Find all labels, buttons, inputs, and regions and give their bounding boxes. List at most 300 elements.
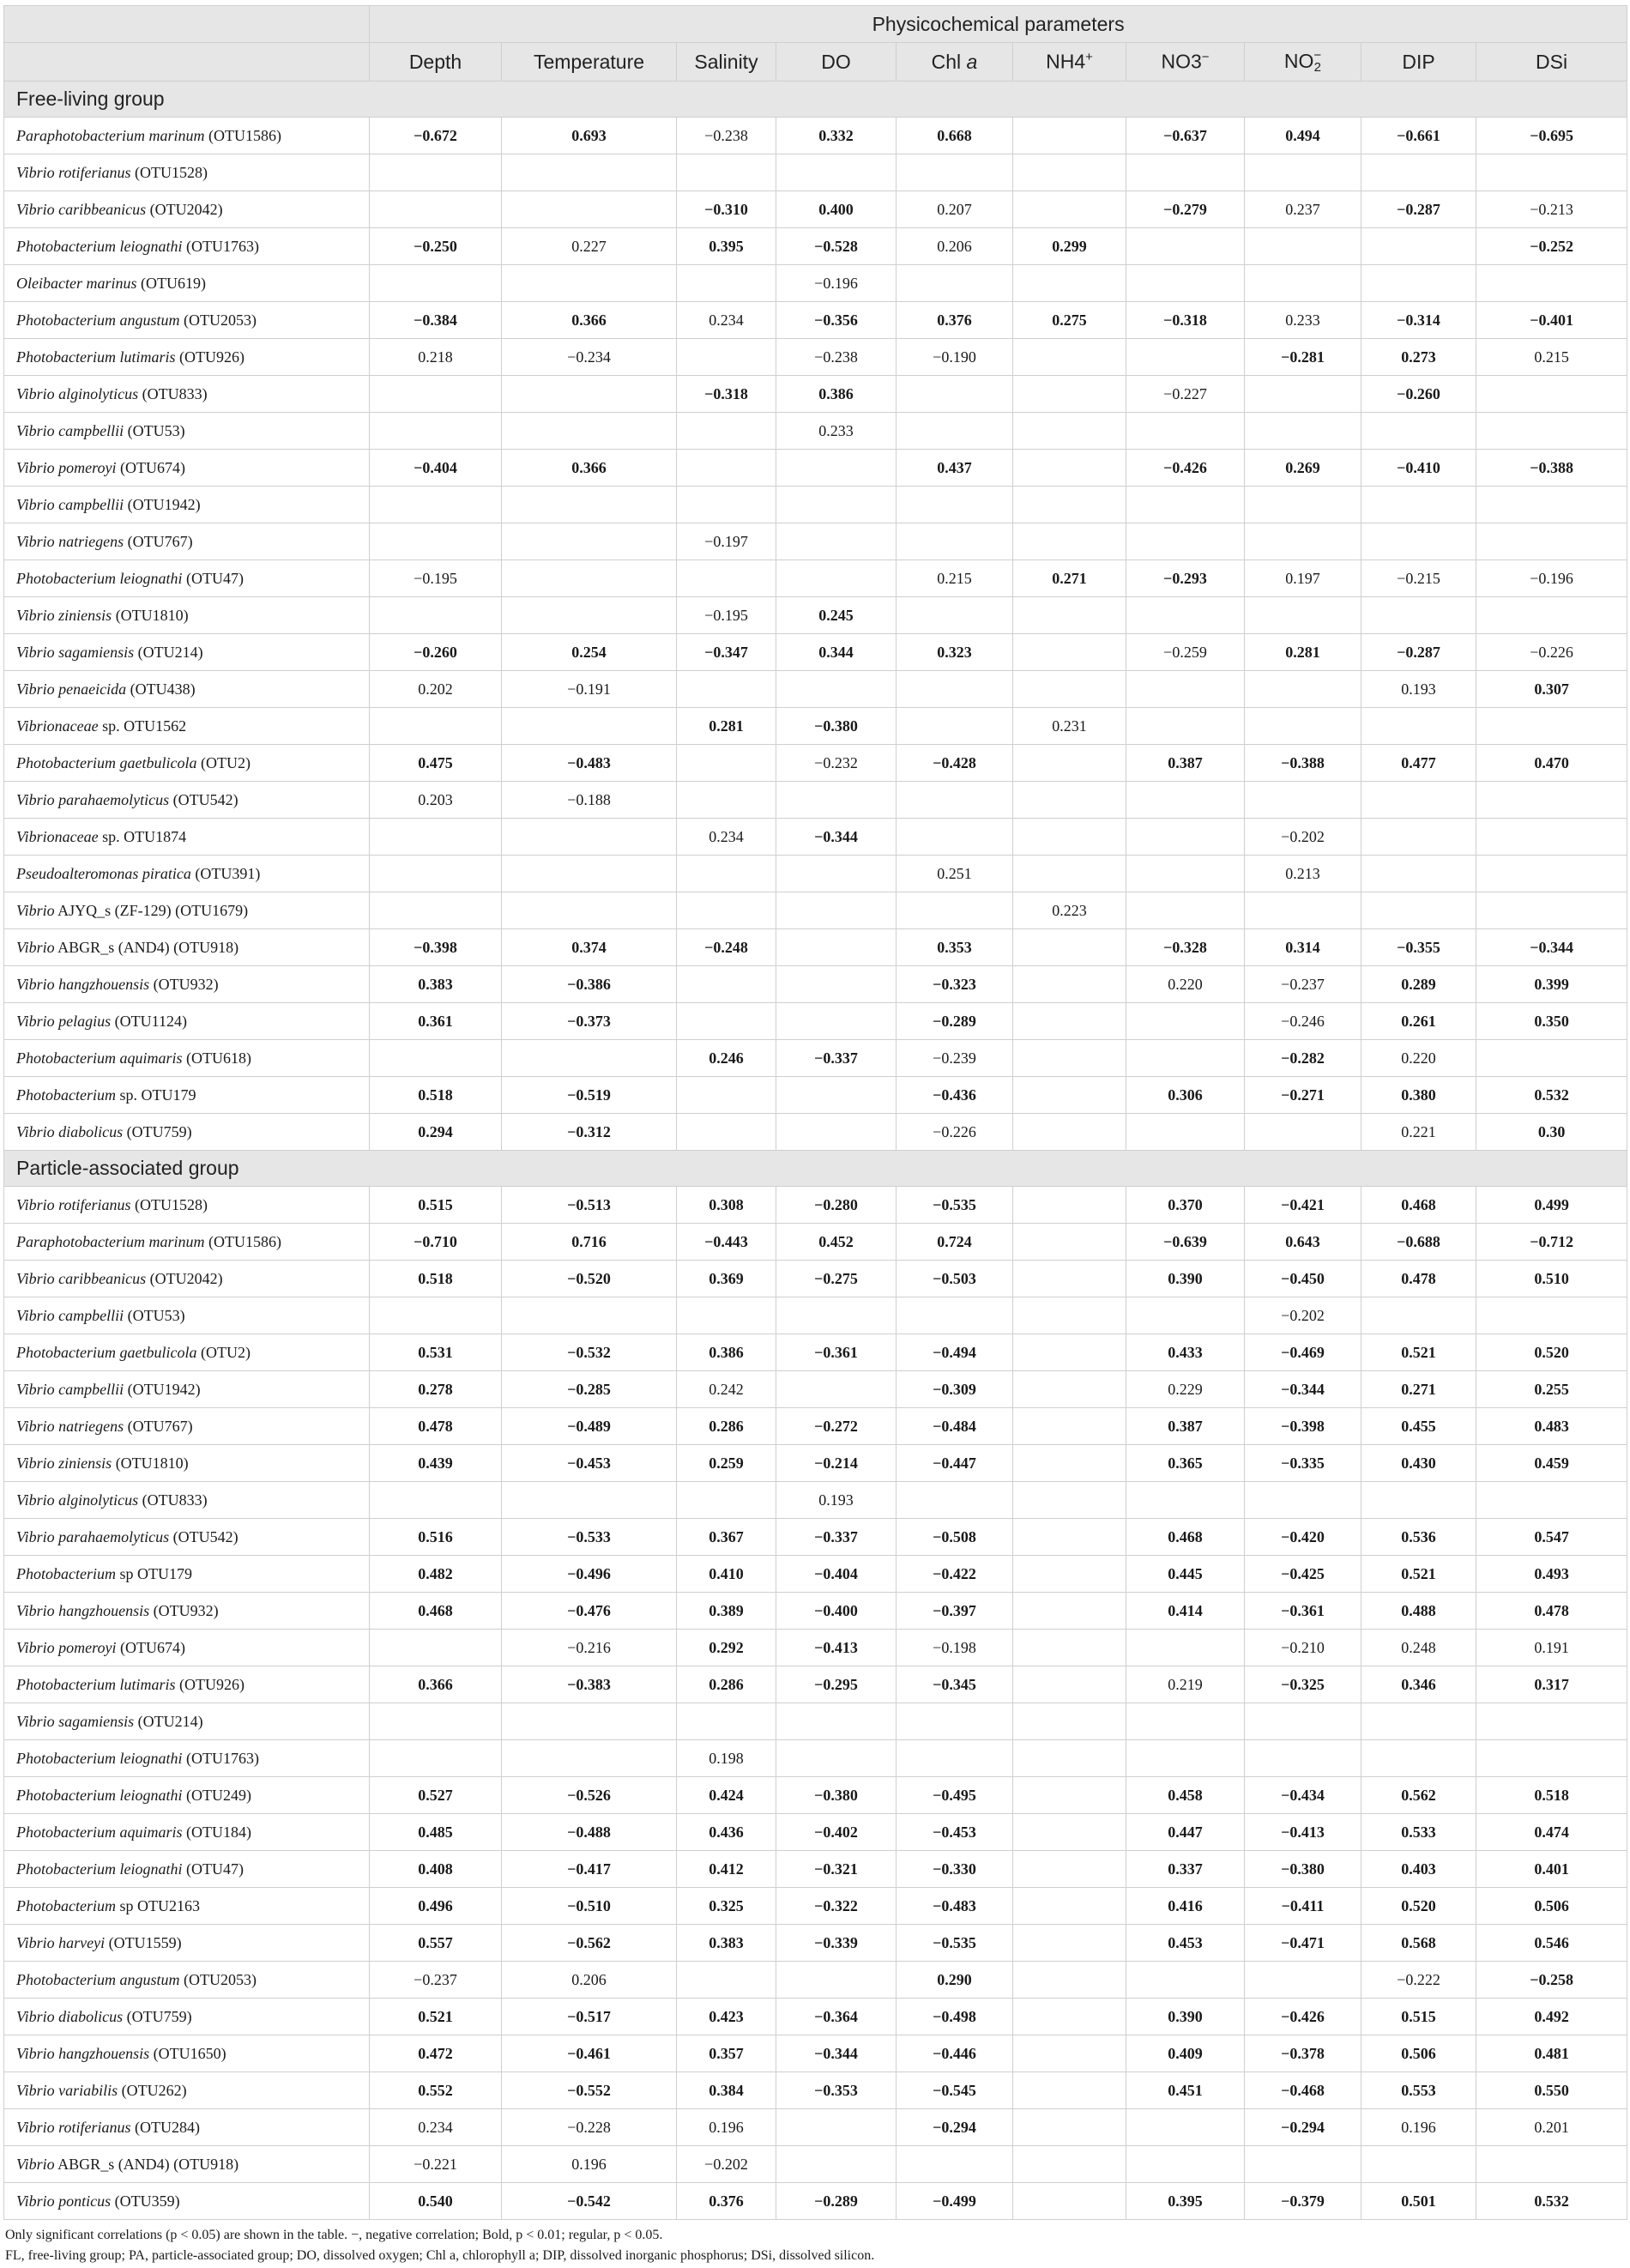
correlation-value [1013,2183,1126,2220]
correlation-value: −0.397 [896,1593,1013,1630]
correlation-value [776,782,896,819]
correlation-value [1126,856,1245,892]
correlation-value: 0.213 [1245,856,1361,892]
taxon-name: Photobacterium aquimaris [16,1823,183,1841]
correlation-value [1361,856,1476,892]
taxon-name: Vibrio campbellii [16,1306,124,1324]
correlation-value: 0.201 [1476,2109,1627,2146]
correlation-value: 0.237 [1245,191,1361,228]
taxon-name: Vibrio parahaemolyticus [16,1527,170,1545]
taxon-name-cell [4,1077,370,1114]
taxon-name: Vibrio variabilis [16,2081,118,2099]
otu-id: (OTU759) [126,2007,192,2025]
correlation-value: 0.366 [370,1666,502,1703]
column-header-label: Depth [408,50,462,73]
correlation-value [1013,856,1126,892]
correlation-value: 0.515 [370,1187,502,1224]
otu-id: (OTU618) [186,1049,251,1067]
taxon-name-cell [4,708,370,745]
taxon-name: Vibrio rotiferianus [16,163,131,181]
taxon-name-cell [4,597,370,634]
correlation-value [1013,2146,1126,2183]
correlation-value [677,1297,776,1334]
column-header [1245,43,1361,82]
table-row [4,376,1627,413]
taxon-suffix: sp OTU179 [115,1564,192,1582]
correlation-value: 0.668 [896,118,1013,154]
column-header [1126,43,1245,82]
otu-id: (OTU249) [185,1786,251,1804]
correlation-value [1245,154,1361,191]
correlation-value [1013,1814,1126,1851]
taxon-name-cell [4,560,370,597]
correlation-value [1476,1740,1627,1777]
otu-id: (OTU2053) [184,1970,257,1988]
correlation-value [776,1371,896,1408]
correlation-value [1013,1334,1126,1371]
column-header-label: DO [821,50,851,73]
correlation-value: 0.275 [1013,302,1126,339]
correlation-value: 0.290 [896,1962,1013,1999]
table-row [4,1593,1627,1630]
correlation-value [776,1297,896,1334]
correlation-value [1361,487,1476,523]
correlation-value [1013,376,1126,413]
otu-id: (OTU1763) [185,1749,259,1767]
correlation-value: 0.521 [1361,1334,1476,1371]
correlation-value [502,1740,677,1777]
correlation-value: 0.414 [1126,1593,1245,1630]
table-row [4,819,1627,856]
correlation-value [776,1003,896,1040]
correlation-value: 0.553 [1361,2072,1476,2109]
correlation-value [1476,1703,1627,1740]
correlation-value: 0.193 [776,1482,896,1519]
correlation-value [1476,413,1627,450]
correlation-value: 0.520 [1476,1334,1627,1371]
otu-id: (OTU926) [179,348,244,366]
correlation-value [370,265,502,302]
taxon-name: Vibrio ziniensis [16,606,112,624]
correlation-value [677,966,776,1003]
column-header [896,43,1013,82]
correlation-value: 0.251 [896,856,1013,892]
correlation-value [1013,1224,1126,1261]
correlation-value: −0.453 [502,1445,677,1482]
correlation-value: −0.661 [1361,118,1476,154]
correlation-value: −0.294 [1245,2109,1361,2146]
correlation-value: −0.330 [896,1851,1013,1888]
correlation-value [677,1114,776,1151]
correlation-value [1013,597,1126,634]
taxon-name-cell [4,1114,370,1151]
correlation-value [1245,487,1361,523]
otu-id: (OTU1810) [115,606,189,624]
correlation-value: 0.314 [1245,929,1361,966]
taxon-name: Vibrio penaeicida [16,680,127,698]
taxon-name-cell [4,1814,370,1851]
table-row [4,523,1627,560]
correlation-value: 0.474 [1476,1814,1627,1851]
column-header-label: NO3 [1161,50,1202,73]
table-row [4,413,1627,450]
correlation-value [1126,782,1245,819]
taxon-name-cell [4,376,370,413]
taxon-name: Photobacterium angustum [16,311,180,329]
correlation-value: 0.520 [1361,1888,1476,1925]
otu-id: (OTU767) [127,1417,193,1435]
correlation-value: −0.373 [502,1003,677,1040]
table-row [4,856,1627,892]
correlation-value: 0.215 [1476,339,1627,376]
correlation-value: −0.234 [502,339,677,376]
taxon-name: Vibrio caribbeanicus [16,1269,147,1287]
taxon-name: Vibrio sagamiensis [16,643,135,661]
correlation-value [1245,1703,1361,1740]
correlation-value: 0.350 [1476,1003,1627,1040]
correlation-value: 0.198 [677,1740,776,1777]
correlation-value: −0.202 [1245,819,1361,856]
table-row [4,1740,1627,1777]
correlation-value: −0.428 [896,745,1013,782]
correlation-value: −0.388 [1245,745,1361,782]
correlation-value: 0.478 [370,1408,502,1445]
correlation-value: −0.508 [896,1519,1013,1556]
correlation-value: −0.289 [896,1003,1013,1040]
correlation-value: 0.196 [1361,2109,1476,2146]
taxon-name-cell [4,228,370,265]
taxon-name: Photobacterium leiognathi [16,569,183,587]
correlation-value: 0.193 [1361,671,1476,708]
table-row [4,2035,1627,2072]
correlation-value: 0.531 [370,1334,502,1371]
taxon-name-cell [4,1925,370,1962]
taxon-name-cell [4,1851,370,1888]
correlation-value [1476,782,1627,819]
column-header-label: Temperature [533,50,645,73]
correlation-value: −0.542 [502,2183,677,2220]
taxon-name: Vibrio campbellii [16,1380,124,1398]
correlation-value [502,597,677,634]
correlation-table-container [3,5,1627,2266]
correlation-value: 0.367 [677,1519,776,1556]
correlation-value [1013,1187,1126,1224]
correlation-value: 0.196 [677,2109,776,2146]
correlation-value: 0.245 [776,597,896,634]
taxon-name: Photobacterium [16,1086,116,1104]
taxon-name: Vibrio alginolyticus [16,384,139,402]
correlation-value [1013,1261,1126,1297]
correlation-value: −0.250 [370,228,502,265]
correlation-value: −0.443 [677,1224,776,1261]
correlation-value: 0.412 [677,1851,776,1888]
correlation-value: −0.328 [1126,929,1245,966]
correlation-value: −0.410 [1361,450,1476,487]
correlation-value: 0.410 [677,1556,776,1593]
correlation-value [370,154,502,191]
correlation-value [1245,2146,1361,2183]
correlation-value [1013,1962,1126,1999]
taxon-name: Vibrio hangzhouensis [16,1601,150,1619]
correlation-value: 0.451 [1126,2072,1245,2109]
correlation-value [1013,191,1126,228]
correlation-value: 0.458 [1126,1777,1245,1814]
table-row [4,1297,1627,1334]
table-row [4,1482,1627,1519]
correlation-value: −0.436 [896,1077,1013,1114]
taxon-name: Vibrio harveyi [16,1933,106,1951]
taxon-name: Vibrio hangzhouensis [16,2044,150,2062]
table-row [4,118,1627,154]
table-row [4,1999,1627,2035]
table-row [4,671,1627,708]
taxon-name-cell [4,1888,370,1925]
taxon-name-cell [4,1003,370,1040]
correlation-value: −0.688 [1361,1224,1476,1261]
table-row [4,1851,1627,1888]
correlation-value: 0.286 [677,1408,776,1445]
correlation-value: 0.234 [677,302,776,339]
correlation-value: 0.361 [370,1003,502,1040]
correlation-value: 0.436 [677,1814,776,1851]
correlation-value: 0.234 [677,819,776,856]
taxon-name-cell [4,1593,370,1630]
correlation-value: 0.365 [1126,1445,1245,1482]
correlation-value: −0.216 [502,1630,677,1666]
correlation-value: −0.401 [1476,302,1627,339]
correlation-value: 0.533 [1361,1814,1476,1851]
correlation-value [896,523,1013,560]
correlation-value: 0.207 [896,191,1013,228]
taxon-suffix: sp OTU2163 [115,1896,200,1914]
correlation-value: −0.355 [1361,929,1476,966]
correlation-value: 0.477 [1361,745,1476,782]
correlation-value [1476,523,1627,560]
correlation-value: −0.398 [1245,1408,1361,1445]
correlation-value [1013,966,1126,1003]
otu-id: (OTU2042) [149,200,223,218]
correlation-value: −0.545 [896,2072,1013,2109]
table-row [4,1519,1627,1556]
table-row [4,634,1627,671]
correlation-value: −0.202 [677,2146,776,2183]
taxon-name: Paraphotobacterium marinum [16,1232,205,1250]
correlation-value [1361,1297,1476,1334]
taxon-name: Vibrio sagamiensis [16,1712,135,1730]
correlation-value: −0.520 [502,1261,677,1297]
correlation-value [1013,1999,1126,2035]
correlation-value [1013,154,1126,191]
correlation-value [677,450,776,487]
taxon-name: Vibrio pomeroyi [16,1638,117,1656]
correlation-value: 0.516 [370,1519,502,1556]
correlation-value [1361,154,1476,191]
otu-id: (OTU1942) [127,1380,201,1398]
correlation-value [677,339,776,376]
taxon-name-cell [4,671,370,708]
table-row [4,1371,1627,1408]
taxon-name-cell [4,782,370,819]
correlation-value: −0.384 [370,302,502,339]
correlation-value [1476,597,1627,634]
taxon-name-cell [4,191,370,228]
taxon-name: Vibrio diabolicus [16,1122,124,1140]
correlation-value: −0.213 [1476,191,1627,228]
correlation-value [1245,1482,1361,1519]
correlation-value: 0.424 [677,1777,776,1814]
correlation-value: 0.515 [1361,1999,1476,2035]
correlation-value: 0.337 [1126,1851,1245,1888]
correlation-value [502,1297,677,1334]
correlation-value: 0.478 [1361,1261,1476,1297]
table-row [4,1224,1627,1261]
correlation-value: −0.227 [1126,376,1245,413]
correlation-value [1476,1297,1627,1334]
taxon-name: Photobacterium gaetbulicola [16,753,197,771]
correlation-value [1361,782,1476,819]
header-empty-cell [4,6,370,43]
correlation-value: 0.197 [1245,560,1361,597]
correlation-value [677,413,776,450]
correlation-value [1126,1630,1245,1666]
taxon-name: Vibrionaceae [16,827,99,845]
taxon-name: Vibrio caribbeanicus [16,200,147,218]
table-row [4,597,1627,634]
correlation-value: 0.724 [896,1224,1013,1261]
correlation-value: −0.195 [370,560,502,597]
correlation-value [502,1703,677,1740]
correlation-value [1013,2035,1126,2072]
correlation-value: −0.196 [1476,560,1627,597]
correlation-value: −0.498 [896,1999,1013,2035]
correlation-value: −0.471 [1245,1925,1361,1962]
correlation-value [896,154,1013,191]
correlation-value: 0.401 [1476,1851,1627,1888]
taxon-name: Photobacterium gaetbulicola [16,1343,197,1361]
otu-id: (OTU1528) [135,163,208,181]
correlation-value: 0.482 [370,1556,502,1593]
correlation-value: −0.310 [677,191,776,228]
correlation-value: 0.485 [370,1814,502,1851]
correlation-value [1013,1777,1126,1814]
otu-id: (OTU1650) [153,2044,226,2062]
taxon-name: Oleibacter marinus [16,274,137,292]
correlation-value: 0.191 [1476,1630,1627,1666]
correlation-value: −0.379 [1245,2183,1361,2220]
table-row [4,892,1627,929]
taxon-name: Photobacterium aquimaris [16,1049,183,1067]
correlation-value: 0.323 [896,634,1013,671]
correlation-value: −0.293 [1126,560,1245,597]
correlation-value [1361,413,1476,450]
correlation-value: 0.643 [1245,1224,1361,1261]
correlation-value [1013,1630,1126,1666]
correlation-value: 0.370 [1126,1187,1245,1224]
taxon-name-cell [4,856,370,892]
otu-id: (OTU1810) [115,1454,189,1472]
correlation-value: −0.237 [370,1962,502,1999]
otu-id: (OTU284) [135,2118,200,2136]
correlation-value [1361,1740,1476,1777]
otu-id: (OTU214) [137,1712,203,1730]
correlation-value [370,597,502,634]
correlation-value [896,597,1013,634]
correlation-value: −0.282 [1245,1040,1361,1077]
correlation-value [1013,1519,1126,1556]
correlation-value [776,929,896,966]
taxon-name-cell [4,1556,370,1593]
correlation-value: 0.433 [1126,1334,1245,1371]
correlation-value: −0.402 [776,1814,896,1851]
correlation-value [1013,1888,1126,1925]
correlation-value: −0.237 [1245,966,1361,1003]
correlation-value: −0.248 [677,929,776,966]
correlation-value: 0.233 [1245,302,1361,339]
otu-id: (OTU184) [186,1823,251,1841]
correlation-value [502,154,677,191]
correlation-value [502,376,677,413]
correlation-value: 0.400 [776,191,896,228]
otu-id: (OTU674) [119,1638,185,1656]
taxon-name-cell [4,2183,370,2220]
correlation-value: −0.400 [776,1593,896,1630]
correlation-value [677,265,776,302]
correlation-value [896,819,1013,856]
table-row [4,745,1627,782]
otu-id: (OTU674) [119,458,185,476]
correlation-value: 0.242 [677,1371,776,1408]
taxon-suffix: ABGR_s (AND4) (OTU918) [54,2155,239,2173]
correlation-value: 0.271 [1361,1371,1476,1408]
correlation-value: −0.202 [1245,1297,1361,1334]
correlation-value [1245,523,1361,560]
taxon-suffix: AJYQ_s (ZF-129) (OTU1679) [54,901,249,919]
correlation-value: −0.426 [1245,1999,1361,2035]
correlation-value [776,892,896,929]
otu-id: (OTU47) [185,1860,244,1878]
taxon-name-cell [4,1630,370,1666]
correlation-value [502,892,677,929]
correlation-value: 0.215 [896,560,1013,597]
table-row [4,1814,1627,1851]
table-row [4,560,1627,597]
correlation-value: −0.380 [1245,1851,1361,1888]
table-row [4,1114,1627,1151]
table-row [4,154,1627,191]
correlation-value: 0.468 [1126,1519,1245,1556]
correlation-value: −0.289 [776,2183,896,2220]
correlation-value [1126,597,1245,634]
taxon-name-cell [4,1297,370,1334]
correlation-value: −0.495 [896,1777,1013,1814]
correlation-value: −0.312 [502,1114,677,1151]
correlation-value: 0.233 [776,413,896,450]
correlation-value [1013,1925,1126,1962]
column-header [1476,43,1627,82]
correlation-value: 0.390 [1126,1261,1245,1297]
correlation-value: −0.494 [896,1334,1013,1371]
correlation-value: −0.339 [776,1925,896,1962]
correlation-value [1013,1408,1126,1445]
correlation-value [1245,892,1361,929]
correlation-value: −0.325 [1245,1666,1361,1703]
correlation-value [502,1040,677,1077]
correlation-value [370,1297,502,1334]
correlation-value [370,856,502,892]
correlation-value [776,154,896,191]
correlation-value: 0.455 [1361,1408,1476,1445]
correlation-value: −0.386 [502,966,677,1003]
